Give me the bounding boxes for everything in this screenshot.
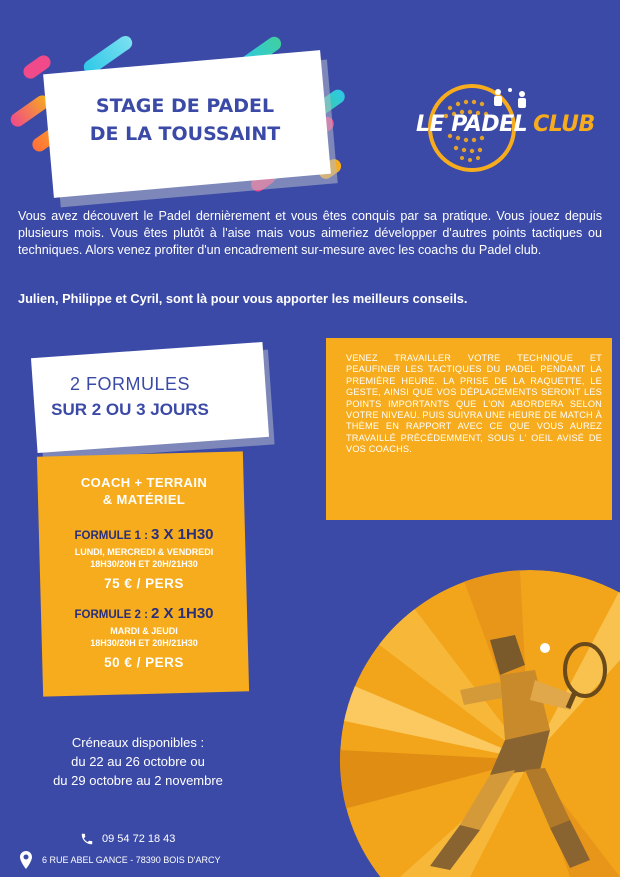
title-line-2: DE LA TOUSSAINT — [89, 123, 281, 145]
formules-line-1: 2 FORMULES — [69, 374, 191, 394]
title-line-1: STAGE DE PADEL — [95, 95, 275, 117]
padel-player-illustration — [340, 570, 620, 877]
creneaux-line-3: du 29 octobre au 2 novembre — [53, 773, 223, 788]
pricing-content — [44, 474, 244, 670]
coach-line-1: COACH + TERRAIN — [80, 475, 208, 490]
formule-2-label: FORMULE 2 : — [74, 609, 148, 621]
formule-2-price: 50 € / PERS — [104, 655, 184, 670]
formule-2-title — [44, 605, 244, 622]
phone-number[interactable]: 09 54 72 18 43 — [102, 833, 176, 845]
coach-line-2: & MATÉRIEL — [102, 492, 186, 507]
formule-2-sessions: 2 X 1H30 — [150, 605, 214, 622]
creneaux-line-1: Créneaux disponibles : — [71, 735, 205, 750]
formule-2-days: MARDI & JEUDI — [110, 626, 178, 636]
phone-contact[interactable] — [80, 832, 175, 846]
page-title — [66, 92, 304, 148]
padel-club-logo — [410, 78, 610, 188]
address-text: 6 RUE ABEL GANCE - 78390 BOIS D'ARCY — [42, 855, 221, 865]
formule-1-label: FORMULE 1 : — [74, 530, 148, 542]
technique-text: VENEZ TRAVAILLER VOTRE TECHNIQUE ET PEAUFINER LES TACTIQUES DU PADEL PENDANT LA PREMIÈRE HEURE. LA PRISE DE LA RAQUETTE, LE GESTE, AINSI QUE VOS DÉPLACEMENTS SERONT LES POINTS IMPORTANTS QUE L'ON ABORDERA SELON VOTRE NIVEAU. PUIS SUIVRA UNE HEURE DE MATCH À THÈME EN RAPPORT AVEC CE QUE VOUS AUREZ TRAVAILLÉ PRÉCÉDEMMENT, SOUS L' OEIL AVISÉ DE VOS COACHS. — [346, 353, 602, 455]
logo-word-1: LE PADEL — [416, 112, 528, 137]
formule-1-sessions: 3 X 1H30 — [150, 526, 214, 543]
formule-1-hours: 18H30/20H ET 20H/21H30 — [90, 559, 198, 569]
logo-word-2: CLUB — [533, 112, 595, 137]
creneaux-line-2: du 22 au 26 octobre ou — [71, 754, 205, 769]
intro-paragraph: Vous avez découvert le Padel dernièrement et vous êtes conquis par sa pratique. Vous jouez depuis plusieurs mois. Vous êtes plutôt à l'aise mais vous aimeriez développer d'autres points tactiques ou techniques. Alors venez profiter d'un encadrement sur-mesure avec les coachs du Padel club. — [18, 209, 602, 257]
coach-terrain-materiel — [44, 474, 244, 508]
address-contact — [20, 851, 220, 869]
formules-line-2: SUR 2 OU 3 JOURS — [51, 400, 209, 419]
map-pin-icon — [20, 851, 32, 869]
formule-2-hours: 18H30/20H ET 20H/21H30 — [90, 638, 198, 648]
phone-icon — [80, 832, 94, 846]
formule-1-title — [44, 526, 244, 543]
logo-text — [416, 112, 595, 137]
formules-heading — [30, 374, 230, 420]
formule-1-days: LUNDI, MERCREDI & VENDREDI — [74, 547, 214, 557]
formule-1-price: 75 € / PERS — [104, 576, 184, 591]
creneaux-info — [20, 733, 256, 790]
coaches-line: Julien, Philippe et Cyril, sont là pour vous apporter les meilleurs conseils. — [18, 291, 468, 306]
